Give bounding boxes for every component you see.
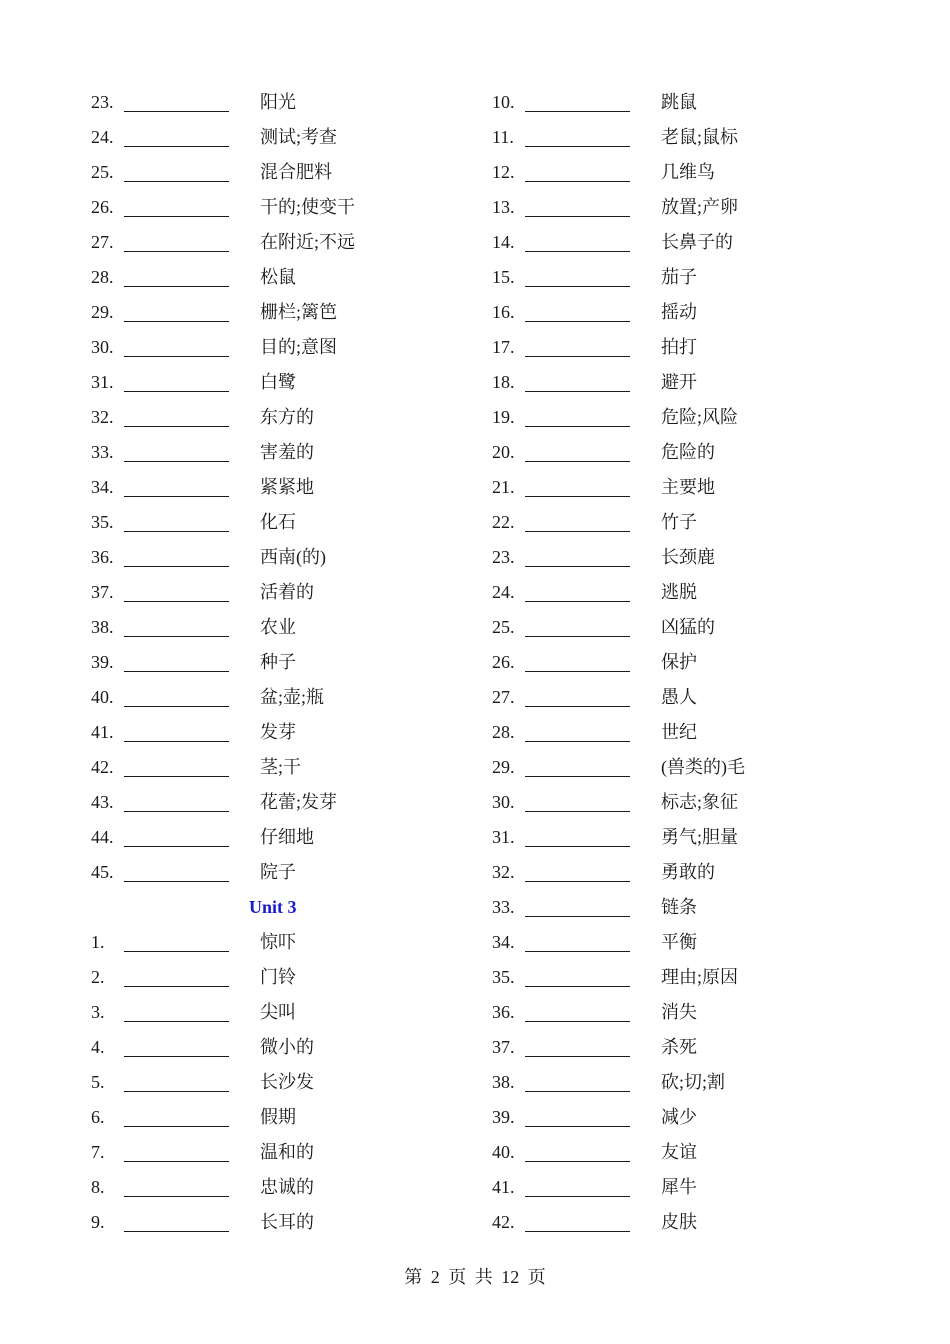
chinese-meaning: 平衡 — [661, 932, 697, 952]
answer-blank[interactable] — [124, 776, 229, 777]
chinese-meaning: 犀牛 — [661, 1177, 697, 1197]
vocab-row — [492, 225, 892, 260]
item-number: 35. — [91, 512, 114, 532]
vocab-row — [492, 1065, 892, 1100]
chinese-meaning: 长颈鹿 — [661, 547, 715, 567]
item-number: 23. — [492, 547, 515, 567]
answer-blank[interactable] — [124, 216, 229, 217]
vocab-row — [492, 680, 892, 715]
answer-blank[interactable] — [525, 1091, 630, 1092]
answer-blank[interactable] — [124, 1056, 229, 1057]
answer-blank[interactable] — [124, 811, 229, 812]
item-number: 40. — [492, 1142, 515, 1162]
item-number: 27. — [91, 232, 114, 252]
answer-blank[interactable] — [124, 426, 229, 427]
item-number: 38. — [91, 617, 114, 637]
item-number: 6. — [91, 1107, 105, 1127]
answer-blank[interactable] — [525, 496, 630, 497]
answer-blank[interactable] — [124, 566, 229, 567]
vocab-row — [91, 575, 491, 610]
chinese-meaning: 目的;意图 — [260, 337, 338, 357]
item-number: 14. — [492, 232, 515, 252]
vocab-row — [91, 435, 491, 470]
chinese-meaning: 跳鼠 — [661, 92, 697, 112]
chinese-meaning: 长耳的 — [260, 1212, 314, 1232]
item-number: 22. — [492, 512, 515, 532]
item-number: 36. — [492, 1002, 515, 1022]
vocab-row — [492, 1100, 892, 1135]
vocab-row — [91, 960, 491, 995]
chinese-meaning: 假期 — [260, 1107, 296, 1127]
chinese-meaning: 阳光 — [260, 92, 296, 112]
item-number: 33. — [492, 897, 515, 917]
item-number: 10. — [492, 92, 515, 112]
item-number: 31. — [492, 827, 515, 847]
item-number: 31. — [91, 372, 114, 392]
item-number: 24. — [492, 582, 515, 602]
vocab-row — [91, 680, 491, 715]
vocab-row — [91, 1170, 491, 1205]
answer-blank[interactable] — [525, 846, 630, 847]
item-number: 38. — [492, 1072, 515, 1092]
chinese-meaning: 发芽 — [260, 722, 296, 742]
chinese-meaning: 杀死 — [661, 1037, 697, 1057]
answer-blank[interactable] — [525, 1126, 630, 1127]
vocab-row — [91, 1065, 491, 1100]
item-number: 3. — [91, 1002, 105, 1022]
answer-blank[interactable] — [124, 741, 229, 742]
vocab-row — [492, 820, 892, 855]
vocab-row — [492, 470, 892, 505]
chinese-meaning: 测试;考查 — [260, 127, 338, 147]
item-number: 12. — [492, 162, 515, 182]
item-number: 15. — [492, 267, 515, 287]
vocab-row — [91, 750, 491, 785]
vocab-row — [91, 1030, 491, 1065]
chinese-meaning: 几维鸟 — [661, 162, 715, 182]
left-column — [91, 85, 491, 1240]
answer-blank[interactable] — [525, 531, 630, 532]
vocab-row — [91, 330, 491, 365]
vocab-row — [91, 1205, 491, 1240]
item-number: 42. — [492, 1212, 515, 1232]
chinese-meaning: 微小的 — [260, 1037, 314, 1057]
answer-blank[interactable] — [124, 846, 229, 847]
item-number: 42. — [91, 757, 114, 777]
answer-blank[interactable] — [124, 1021, 229, 1022]
answer-blank[interactable] — [124, 671, 229, 672]
vocab-row — [492, 890, 892, 925]
right-rows — [492, 85, 892, 1240]
item-number: 4. — [91, 1037, 105, 1057]
item-number: 30. — [492, 792, 515, 812]
vocab-row — [492, 855, 892, 890]
chinese-meaning: 放置;产卵 — [661, 197, 739, 217]
vocab-row — [492, 610, 892, 645]
answer-blank[interactable] — [525, 216, 630, 217]
vocab-row — [91, 365, 491, 400]
item-number: 44. — [91, 827, 114, 847]
chinese-meaning: 皮肤 — [661, 1212, 697, 1232]
vocab-row — [91, 610, 491, 645]
answer-blank[interactable] — [525, 251, 630, 252]
chinese-meaning: 友谊 — [661, 1142, 697, 1162]
item-number: 34. — [91, 477, 114, 497]
chinese-meaning: 砍;切;割 — [661, 1072, 726, 1092]
chinese-meaning: 消失 — [661, 1002, 697, 1022]
vocab-row — [492, 715, 892, 750]
item-number: 25. — [91, 162, 114, 182]
chinese-meaning: 减少 — [661, 1107, 697, 1127]
chinese-meaning: 盆;壶;瓶 — [260, 687, 325, 707]
chinese-meaning: 危险的 — [661, 442, 715, 462]
answer-blank[interactable] — [124, 601, 229, 602]
vocab-row — [91, 715, 491, 750]
chinese-meaning: 勇气;胆量 — [661, 827, 739, 847]
answer-blank[interactable] — [525, 111, 630, 112]
right-column — [492, 85, 892, 1240]
chinese-meaning: 松鼠 — [260, 267, 296, 287]
vocab-row — [492, 120, 892, 155]
chinese-meaning: 惊吓 — [260, 932, 296, 952]
answer-blank[interactable] — [124, 881, 229, 882]
chinese-meaning: 标志;象征 — [661, 792, 739, 812]
vocab-row — [492, 645, 892, 680]
chinese-meaning: 混合肥料 — [260, 162, 332, 182]
item-number: 32. — [492, 862, 515, 882]
item-number: 8. — [91, 1177, 105, 1197]
vocab-row — [492, 575, 892, 610]
item-number: 28. — [91, 267, 114, 287]
answer-blank[interactable] — [124, 251, 229, 252]
answer-blank[interactable] — [124, 1231, 229, 1232]
item-number: 7. — [91, 1142, 105, 1162]
chinese-meaning: 在附近;不远 — [260, 232, 356, 252]
vocab-row — [492, 1205, 892, 1240]
vocab-row — [492, 750, 892, 785]
item-number: 17. — [492, 337, 515, 357]
item-number: 2. — [91, 967, 105, 987]
answer-blank[interactable] — [124, 321, 229, 322]
chinese-meaning: 花蕾;发芽 — [260, 792, 338, 812]
answer-blank[interactable] — [525, 1196, 630, 1197]
answer-blank[interactable] — [525, 1056, 630, 1057]
answer-blank[interactable] — [124, 286, 229, 287]
vocab-row — [91, 120, 491, 155]
answer-blank[interactable] — [525, 181, 630, 182]
chinese-meaning: 温和的 — [260, 1142, 314, 1162]
vocab-row — [492, 1170, 892, 1205]
vocab-row — [492, 260, 892, 295]
answer-blank[interactable] — [124, 391, 229, 392]
item-number: 43. — [91, 792, 114, 812]
answer-blank[interactable] — [525, 1161, 630, 1162]
vocab-row — [91, 1135, 491, 1170]
item-number: 28. — [492, 722, 515, 742]
chinese-meaning: 茄子 — [661, 267, 697, 287]
chinese-meaning: 勇敢的 — [661, 862, 715, 882]
item-number: 37. — [91, 582, 114, 602]
page-footer: 第 2 页 共 12 页 — [404, 1267, 546, 1287]
vocab-row — [492, 330, 892, 365]
vocab-row — [91, 470, 491, 505]
answer-blank[interactable] — [525, 321, 630, 322]
chinese-meaning: 忠诚的 — [260, 1177, 314, 1197]
vocab-row — [492, 365, 892, 400]
answer-blank[interactable] — [525, 601, 630, 602]
vocab-row — [492, 785, 892, 820]
vocab-row — [91, 225, 491, 260]
chinese-meaning: 茎;干 — [260, 757, 302, 777]
item-number: 27. — [492, 687, 515, 707]
chinese-meaning: 种子 — [260, 652, 296, 672]
chinese-meaning: 尖叫 — [260, 1002, 296, 1022]
chinese-meaning: 活着的 — [260, 582, 314, 602]
item-number: 5. — [91, 1072, 105, 1092]
vocab-row — [492, 995, 892, 1030]
answer-blank[interactable] — [124, 636, 229, 637]
vocab-row — [492, 190, 892, 225]
item-number: 21. — [492, 477, 515, 497]
answer-blank[interactable] — [124, 146, 229, 147]
chinese-meaning: 门铃 — [260, 967, 296, 987]
item-number: 16. — [492, 302, 515, 322]
item-number: 30. — [91, 337, 114, 357]
chinese-meaning: 凶猛的 — [661, 617, 715, 637]
answer-blank[interactable] — [525, 566, 630, 567]
chinese-meaning: 农业 — [260, 617, 296, 637]
vocab-row — [492, 435, 892, 470]
answer-blank[interactable] — [124, 986, 229, 987]
chinese-meaning: 竹子 — [661, 512, 697, 532]
answer-blank[interactable] — [124, 1196, 229, 1197]
vocab-row — [492, 295, 892, 330]
item-number: 35. — [492, 967, 515, 987]
chinese-meaning: 理由;原因 — [661, 967, 739, 987]
item-number: 11. — [492, 127, 514, 147]
chinese-meaning: 白鹭 — [260, 372, 296, 392]
chinese-meaning: 老鼠;鼠标 — [661, 127, 739, 147]
item-number: 13. — [492, 197, 515, 217]
item-number: 34. — [492, 932, 515, 952]
vocab-row — [492, 155, 892, 190]
answer-blank[interactable] — [525, 951, 630, 952]
left-rows-before-heading — [91, 85, 491, 890]
answer-blank[interactable] — [124, 111, 229, 112]
item-number: 1. — [91, 932, 105, 952]
chinese-meaning: (兽类的)毛 — [661, 757, 745, 777]
vocab-row — [91, 995, 491, 1030]
vocab-row — [91, 925, 491, 960]
chinese-meaning: 干的;使变干 — [260, 197, 356, 217]
item-number: 29. — [91, 302, 114, 322]
vocab-row — [91, 645, 491, 680]
answer-blank[interactable] — [525, 286, 630, 287]
vocab-row — [91, 295, 491, 330]
vocab-row — [91, 785, 491, 820]
item-number: 26. — [91, 197, 114, 217]
answer-blank[interactable] — [525, 706, 630, 707]
item-number: 39. — [492, 1107, 515, 1127]
chinese-meaning: 保护 — [661, 652, 697, 672]
answer-blank[interactable] — [124, 356, 229, 357]
vocab-row — [91, 820, 491, 855]
answer-blank[interactable] — [525, 1021, 630, 1022]
vocab-row — [91, 1100, 491, 1135]
chinese-meaning: 避开 — [661, 372, 697, 392]
vocab-row — [492, 540, 892, 575]
item-number: 19. — [492, 407, 515, 427]
item-number: 37. — [492, 1037, 515, 1057]
chinese-meaning: 栅栏;篱笆 — [260, 302, 338, 322]
chinese-meaning: 危险;风险 — [661, 407, 739, 427]
vocab-row — [91, 400, 491, 435]
answer-blank[interactable] — [525, 811, 630, 812]
chinese-meaning: 紧紧地 — [260, 477, 314, 497]
item-number: 29. — [492, 757, 515, 777]
vocab-row — [492, 505, 892, 540]
item-number: 25. — [492, 617, 515, 637]
item-number: 32. — [91, 407, 114, 427]
item-number: 41. — [91, 722, 114, 742]
answer-blank[interactable] — [525, 916, 630, 917]
vocab-row — [91, 540, 491, 575]
left-rows-after-heading — [91, 925, 491, 1240]
answer-blank[interactable] — [525, 146, 630, 147]
vocab-row — [492, 1030, 892, 1065]
vocab-row — [91, 855, 491, 890]
item-number: 18. — [492, 372, 515, 392]
chinese-meaning: 拍打 — [661, 337, 697, 357]
answer-blank[interactable] — [124, 181, 229, 182]
answer-blank[interactable] — [525, 1231, 630, 1232]
answer-blank[interactable] — [124, 1161, 229, 1162]
vocab-row — [492, 960, 892, 995]
vocab-row — [492, 925, 892, 960]
answer-blank[interactable] — [124, 461, 229, 462]
answer-blank[interactable] — [124, 496, 229, 497]
vocab-row — [91, 155, 491, 190]
answer-blank[interactable] — [525, 986, 630, 987]
answer-blank[interactable] — [525, 391, 630, 392]
chinese-meaning: 摇动 — [661, 302, 697, 322]
item-number: 33. — [91, 442, 114, 462]
answer-blank[interactable] — [525, 741, 630, 742]
answer-blank[interactable] — [124, 1091, 229, 1092]
answer-blank[interactable] — [525, 671, 630, 672]
vocab-row — [91, 85, 491, 120]
chinese-meaning: 西南(的) — [260, 547, 326, 567]
answer-blank[interactable] — [525, 461, 630, 462]
chinese-meaning: 链条 — [661, 897, 697, 917]
answer-blank[interactable] — [124, 706, 229, 707]
chinese-meaning: 长鼻子的 — [661, 232, 733, 252]
answer-blank[interactable] — [525, 881, 630, 882]
chinese-meaning: 东方的 — [260, 407, 314, 427]
vocab-row — [91, 505, 491, 540]
item-number: 40. — [91, 687, 114, 707]
answer-blank[interactable] — [124, 531, 229, 532]
unit-heading: Unit 3 — [249, 897, 297, 917]
answer-blank[interactable] — [525, 636, 630, 637]
item-number: 20. — [492, 442, 515, 462]
vocab-row — [91, 190, 491, 225]
chinese-meaning: 害羞的 — [260, 442, 314, 462]
answer-blank[interactable] — [124, 951, 229, 952]
item-number: 23. — [91, 92, 114, 112]
item-number: 45. — [91, 862, 114, 882]
item-number: 24. — [91, 127, 114, 147]
item-number: 9. — [91, 1212, 105, 1232]
chinese-meaning: 主要地 — [661, 477, 715, 497]
chinese-meaning: 世纪 — [661, 722, 697, 742]
item-number: 39. — [91, 652, 114, 672]
vocab-row — [492, 85, 892, 120]
item-number: 36. — [91, 547, 114, 567]
item-number: 41. — [492, 1177, 515, 1197]
chinese-meaning: 仔细地 — [260, 827, 314, 847]
chinese-meaning: 化石 — [260, 512, 296, 532]
chinese-meaning: 逃脱 — [661, 582, 697, 602]
chinese-meaning: 长沙发 — [260, 1072, 314, 1092]
answer-blank[interactable] — [525, 356, 630, 357]
vocab-row — [91, 260, 491, 295]
chinese-meaning: 院子 — [260, 862, 296, 882]
item-number: 26. — [492, 652, 515, 672]
answer-blank[interactable] — [124, 1126, 229, 1127]
vocab-row — [492, 400, 892, 435]
answer-blank[interactable] — [525, 426, 630, 427]
answer-blank[interactable] — [525, 776, 630, 777]
vocab-row — [492, 1135, 892, 1170]
chinese-meaning: 愚人 — [661, 687, 697, 707]
